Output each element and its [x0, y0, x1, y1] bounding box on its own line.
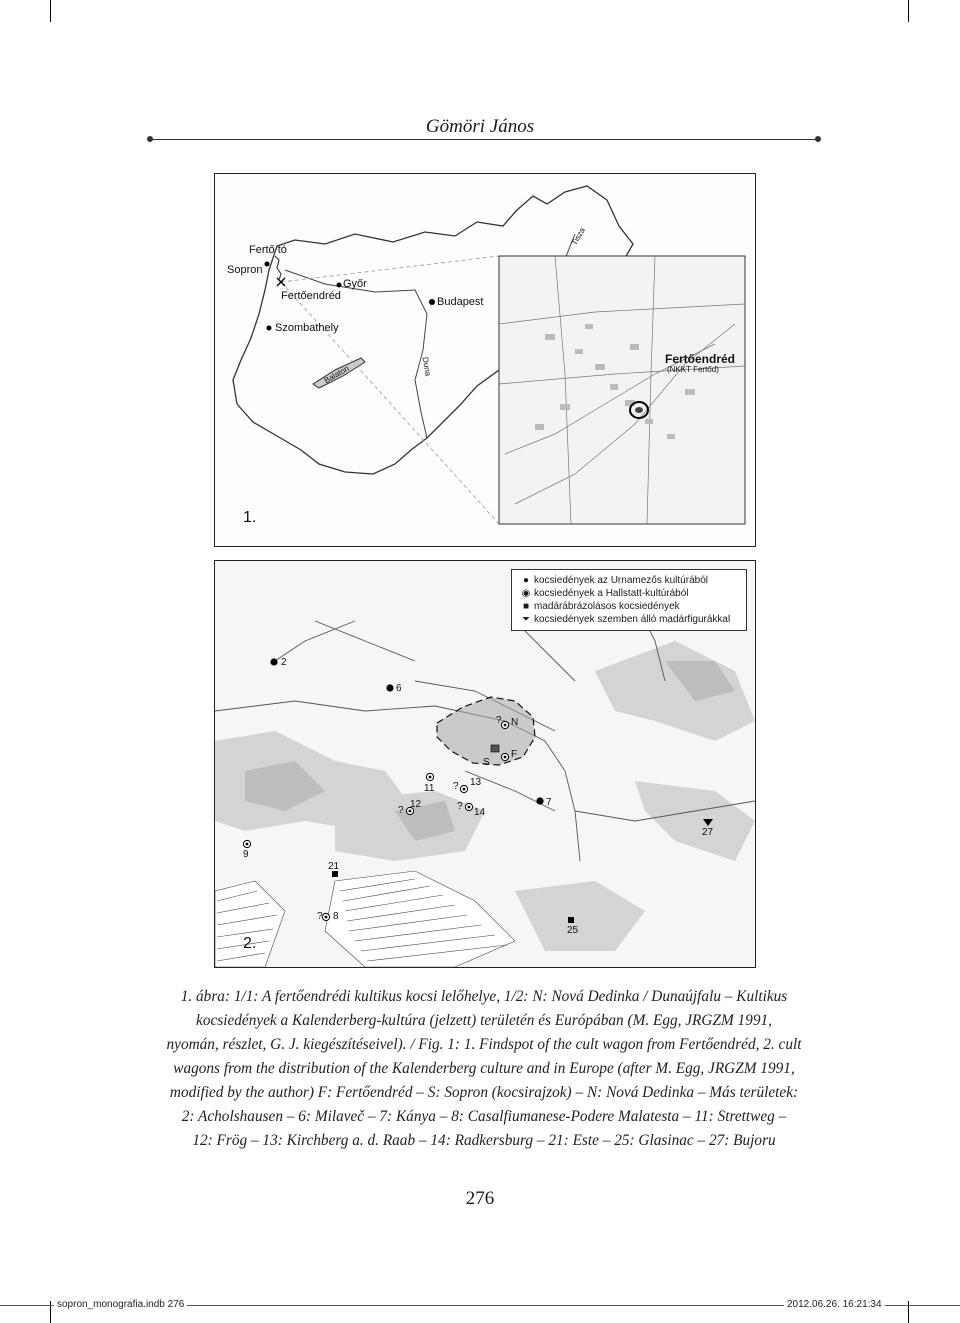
- site-label-2: 2: [281, 657, 287, 668]
- caption-line: kocsiedények a Kalenderberg-kultúra (jelzett) területén és Európában (M. Egg, JRGZM 1991,: [196, 1012, 772, 1029]
- site-label-21: 21: [328, 861, 340, 872]
- filled-square-icon: ■: [522, 601, 530, 612]
- site-label-q-n: ?: [496, 715, 502, 726]
- legend-text: kocsiedények az Urnamezős kultúrából: [534, 575, 708, 586]
- inset-subtitle: (NKKT Fertőd): [667, 365, 719, 374]
- site-label-27: 27: [702, 827, 714, 838]
- site-label-s: S: [483, 757, 490, 768]
- legend-text: madárábrázolásos kocsiedények: [534, 601, 680, 612]
- footer-timestamp: 2012.06.26. 16:21:34: [784, 1299, 885, 1310]
- filled-circle-icon: ●: [522, 575, 530, 586]
- site-label-12: 12: [410, 799, 422, 810]
- bird-figure-icon: ⏷: [522, 614, 530, 625]
- site-label-q-13: ?: [453, 781, 459, 792]
- figure-1-map: [214, 173, 756, 547]
- caption-line: modified by the author) F: Fertőendréd – S: Sopron (kocsirajzok) – N: Nová Dedinka – Más területek:: [169, 1084, 799, 1101]
- place-label-gyor: Győr: [343, 278, 367, 290]
- site-label-6: 6: [396, 683, 402, 694]
- place-label-fertoendred: Fertőendréd: [281, 290, 341, 302]
- caption-line: wagons from the distribution of the Kalenderberg culture and in Europe (after M. Egg, JRGZM 1991,: [173, 1060, 795, 1077]
- caption-line: nyomán, részlet, G. J. kiegészítéseivel). / Fig. 1: 1. Findspot of the cult wagon from Fertőendréd, 2. cult: [166, 1036, 802, 1053]
- header-rule-dot: [147, 136, 153, 142]
- legend-row: [518, 600, 740, 613]
- legend-row: [518, 574, 740, 587]
- crop-mark: [908, 0, 909, 22]
- crop-mark: [50, 0, 51, 22]
- site-label-25: 25: [567, 925, 579, 936]
- site-label-q-14: ?: [457, 801, 463, 812]
- legend-row: [518, 613, 740, 626]
- site-label-q-8: ?: [317, 911, 323, 922]
- place-label-tisza: Tisza: [569, 226, 588, 247]
- place-label-szombathely: Szombathely: [275, 322, 339, 334]
- place-label-budapest: Budapest: [437, 296, 484, 308]
- page-number: 276: [465, 1188, 495, 1209]
- map-legend: [511, 569, 747, 631]
- header-rule: [150, 139, 818, 140]
- place-label-balaton: Balaton: [322, 363, 351, 386]
- header-rule-dot: [815, 136, 821, 142]
- figure-caption: [150, 985, 818, 1153]
- site-label-n: N: [511, 717, 519, 728]
- site-label-11: 11: [424, 783, 435, 794]
- site-label-f: F: [511, 749, 518, 760]
- site-label-8: 8: [333, 911, 339, 922]
- figure-2-label: 2.: [243, 935, 257, 952]
- caption-line: 1. ábra: 1/1: A fertőendrédi kultikus kocsi lelőhelye, 1/2: N: Nová Dedinka / Dunaújfalu – Kultikus: [180, 988, 788, 1005]
- running-header-author: Gömöri János: [425, 116, 535, 137]
- figure-2-map: [214, 560, 756, 968]
- site-label-7: 7: [546, 797, 552, 808]
- legend-row: [518, 587, 740, 600]
- caption-line: 12: Frög – 13: Kirchberg a. d. Raab – 14: Radkersburg – 21: Este – 25: Glasinac – 27: Bujoru: [192, 1132, 776, 1149]
- legend-text: kocsiedények a Hallstatt-kultúrából: [534, 588, 689, 599]
- place-label-ferto-to: Fertő tó: [249, 244, 287, 256]
- caption-line: 2: Acholshausen – 6: Milaveč – 7: Kánya – 8: Casalfiumanese-Podere Malatesta – 11: Strettweg –: [181, 1108, 787, 1125]
- legend-text: kocsiedények szemben álló madárfigurákkal: [534, 614, 731, 625]
- figure-1-label: 1.: [243, 509, 257, 526]
- inset-title-fertoendred: Fertőendréd: [665, 352, 736, 366]
- footer-file-name: sopron_monografia.indb 276: [54, 1299, 187, 1310]
- site-label-9: 9: [243, 849, 249, 860]
- place-label-duna: Duna: [420, 356, 433, 377]
- site-label-14: 14: [474, 807, 486, 818]
- place-label-sopron: Sopron: [227, 264, 263, 276]
- site-label-q-12: ?: [398, 805, 404, 816]
- site-label-13: 13: [470, 777, 482, 788]
- dotted-circle-icon: ◉: [521, 588, 531, 599]
